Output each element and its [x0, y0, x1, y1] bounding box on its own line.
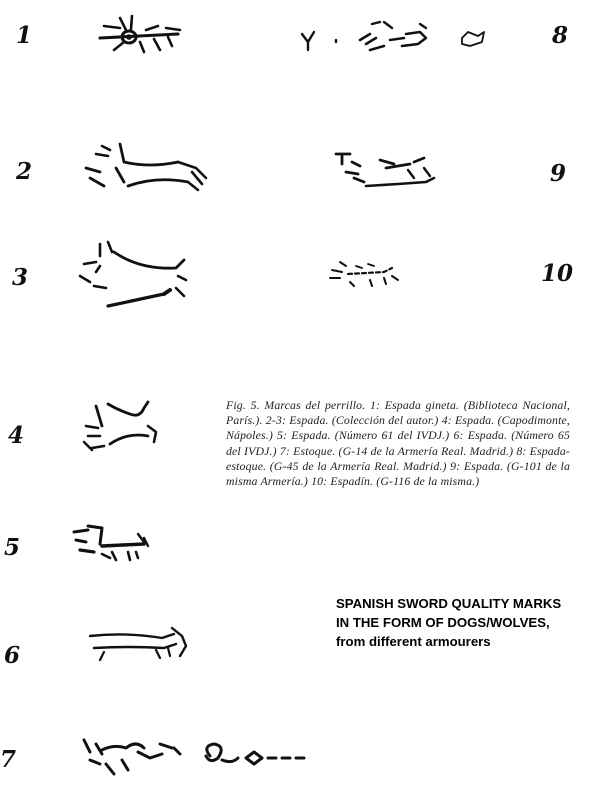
dog-mark-5: [72, 518, 156, 566]
dog-mark-7: [78, 730, 316, 782]
dog-mark-8: [294, 14, 494, 58]
figure-number-10: 10: [541, 260, 574, 287]
dog-mark-1: [96, 12, 186, 56]
dog-mark-6: [86, 622, 192, 666]
annotation-text: SPANISH SWORD QUALITY MARKS IN THE FORM OF DOGS/WOLVES, from different armourers: [336, 596, 562, 649]
figure-number-5: 5: [4, 534, 21, 561]
figure-number-1: 1: [16, 22, 33, 49]
figure-number-4: 4: [8, 422, 25, 449]
figure-number-7: 7: [0, 746, 17, 773]
figure-number-8: 8: [552, 22, 569, 49]
figure-number-9: 9: [550, 160, 567, 187]
dog-mark-9: [330, 148, 442, 196]
figure-caption: Fig. 5. Marcas del perrillo. 1: Espada gineta. (Biblioteca Nacional, París.). 2-3: Espada. (Colección del autor.) 4: Espada. (Capodimonte, Nápoles.) 5: Espada. (Número 61 del IVDJ.) 6: Espada. (Número 65 del IVDJ.) 7: Estoque. (G-14 de la Armería Real. Madrid.) 8: Espada-estoque. (G-45 de la Armería Real. Madrid.) 9: Espada. (G-101 de la misma Armería.) 10: Espadín. (G-116 de la misma.): [226, 398, 570, 489]
figure-number-2: 2: [16, 158, 33, 185]
dog-mark-10: [326, 256, 406, 292]
dog-mark-2: [80, 138, 212, 198]
figure-number-3: 3: [12, 264, 29, 291]
figure-number-6: 6: [4, 642, 21, 669]
dog-mark-4: [78, 396, 168, 462]
dog-mark-3: [78, 236, 198, 320]
